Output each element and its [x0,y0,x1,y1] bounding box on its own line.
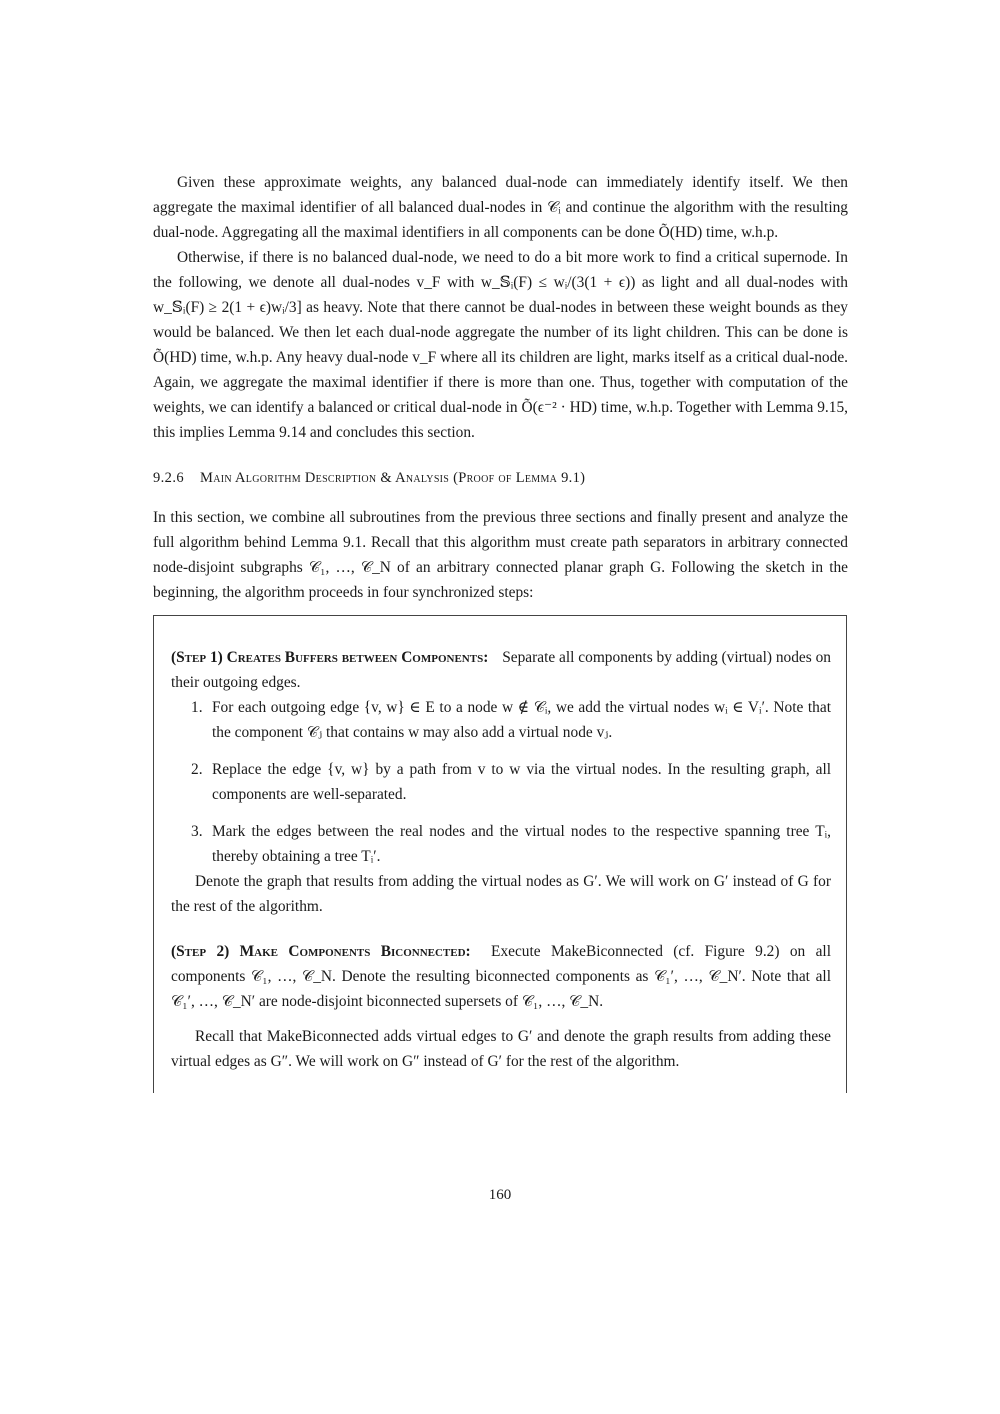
algorithm-box [153,615,847,1093]
step1-title: (Step 1) Creates Buffers between Components: [171,649,489,666]
paragraph-critical-supernode: Otherwise, if there is no balanced dual-node, we need to do a bit more work to find a critical supernode. In the following, we denote all dual-nodes v_F with w_𝕊ᵢ(F) ≤ wᵢ/(3(1 + ϵ)) as light and all dual-nodes with w_𝕊ᵢ(F) ≥ 2(1 + ϵ)wᵢ/3] as heavy. Note that there cannot be dual-nodes in between these weight bounds as they would be balanced. We then let each dual-node aggregate the number of its light children. This can be done is Õ(HD) time, w.h.p. Any heavy dual-node v_F where all its children are light, marks itself as a critical dual-node. Again, we aggregate the maximal identifier if there is more than one. Thus, together with computation of the weights, we can identify a balanced or critical dual-node in Õ(ϵ⁻² · HD) time, w.h.p. Together with Lemma 9.15, this implies Lemma 9.14 and concludes this section. [153,249,848,441]
algorithm-box-content [171,645,831,1074]
list-item-text: For each outgoing edge {v, w} ∈ E to a node w ∉ 𝒞ᵢ, we add the virtual nodes wᵢ ∈ Vᵢ′. Note that the component 𝒞ⱼ that contains w may also add a virtual node vⱼ. [212,699,831,741]
step1-intro: Separate all components by adding (virtual) nodes on their outgoing edges. [171,649,831,691]
list-item-number: 2. [191,761,203,778]
section-number: 9.2.6 [153,470,184,486]
step1-outro: Denote the graph that results from adding the virtual nodes as G′. We will work on G′ instead of G for the rest of the algorithm. [171,873,831,915]
list-item [171,695,831,745]
section-heading [153,470,585,487]
page-number: 160 [488,1187,512,1203]
list-item-text: Replace the edge {v, w} by a path from v to w via the virtual nodes. In the resulting graph, all components are well-separated. [212,761,831,803]
step1-block [171,645,831,695]
paragraph-section-intro: In this section, we combine all subroutines from the previous three sections and finally present and analyze the full algorithm behind Lemma 9.1. Recall that this algorithm must create path separators in arbitrary connected node-disjoint subgraphs 𝒞₁, …, 𝒞_N of an arbitrary connected planar graph G. Following the sketch in the beginning, the algorithm proceeds in four synchronized steps: [153,509,848,601]
step1-list [171,695,831,869]
step2-intro: Execute MakeBiconnected (cf. Figure 9.2) on all components 𝒞₁, …, 𝒞_N. Denote the resulting biconnected components as 𝒞₁′, …, 𝒞_N′. Note that all 𝒞₁′, …, 𝒞_N′ are node-disjoint biconnected supersets of 𝒞₁, …, 𝒞_N. [171,943,831,1010]
step2-outro: Recall that MakeBiconnected adds virtual edges to G′ and denote the graph results from adding these virtual edges as G″. We will work on G″ instead of G′ for the rest of the algorithm. [171,1028,831,1070]
step2-block [171,939,831,1014]
paragraph-balanced-dual-node: Given these approximate weights, any balanced dual-node can immediately identify itself. We then aggregate the maximal identifier of all balanced dual-nodes in 𝒞ᵢ and continue the algorithm with the resulting dual-node. Aggregating all the maximal identifiers in all components can be done Õ(HD) time, w.h.p. [153,174,848,241]
list-item [171,757,831,807]
section-title: Main Algorithm Description & Analysis (Proof of Lemma 9.1) [200,470,586,486]
step2-title: (Step 2) Make Components Biconnected: [171,943,471,960]
list-item-text: Mark the edges between the real nodes and the virtual nodes to the respective spanning tree Tᵢ, thereby obtaining a tree Tᵢ′. [212,823,831,865]
list-item-number: 1. [191,699,203,716]
list-item [171,819,831,869]
list-item-number: 3. [191,823,203,840]
